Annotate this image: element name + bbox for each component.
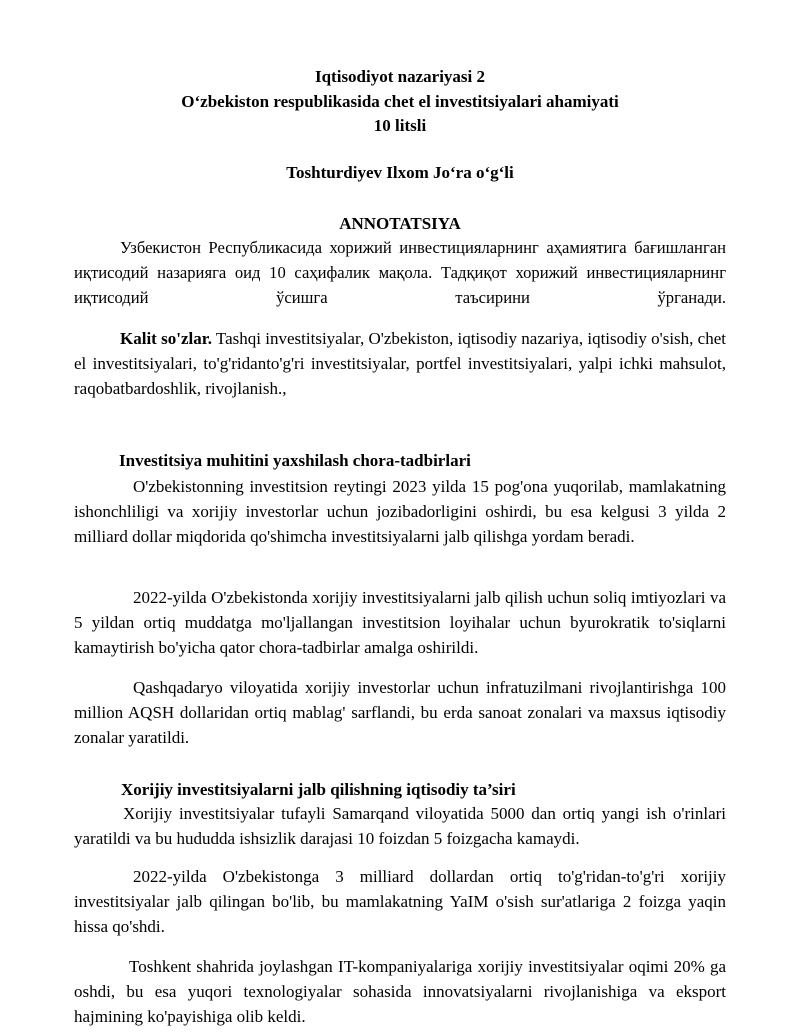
- keywords-text: Tashqi investitsiyalar, O'zbekiston, iqtisodiy nazariya, iqtisodiy o'sish, chet el investitsiyalari, to'g'ridanto'g'ri investitsiyalar, portfel investitsiyalari, yalpi ichki mahsulot, raqobatbardoshlik, rivojlanish.,: [74, 329, 726, 398]
- annotation-heading: ANNOTATSIYA: [339, 214, 461, 233]
- paragraph: 2022-yilda O'zbekistonda xorijiy investitsiyalarni jalb qilish uchun soliq imtiyozlari va 5 yildan ortiq muddatga mo'ljallangan investitsion loyihalar uchun byurokratik to'siqlarni kamaytirish bo'yicha qator chora-tadbirlar amalga oshirildi.: [74, 588, 726, 657]
- paragraph: Toshkent shahrida joylashgan IT-kompaniyalariga xorijiy investitsiyalar oqimi 20% ga oshdi, bu esa yuqori texnologiyalar sohasida innovatsiyalarni rivojlanishiga va eksport hajmining ko'payishiga olib keldi.: [74, 957, 726, 1026]
- section-heading-investment-climate: Investitsiya muhitini yaxshilash chora-tadbirlari: [119, 451, 471, 470]
- paragraph: Qashqadaryo viloyatida xorijiy investorlar uchun infratuzilmani rivojlantirishga 100 million AQSH dollaridan ortiq mablag' sarflandi, bu erda sanoat zonalari va maxsus iqtisodiy zonalar yaratildi.: [74, 678, 726, 747]
- author-name: Toshturdiyev Ilxom Jo‘ra o‘g‘li: [286, 163, 514, 182]
- paragraph: Xorijiy investitsiyalar tufayli Samarqand viloyatida 5000 dan ortiq yangi ish o'rinlari yaratildi va bu hududda ishsizlik darajasi 10 foizdan 5 foizgacha kamaydi.: [74, 804, 726, 848]
- page-count-line: 10 litsli: [373, 116, 427, 135]
- paragraph: O'zbekistonning investitsion reytingi 2023 yilda 15 pog'ona yuqorilab, mamlakatning ishonchliligi va xorijiy investorlar uchun jozibadorligini oshirdi, bu esa kelgusi 3 yilda 2 milliard dollar miqdorida qo'shimcha investitsiyalarni jalb qilishga yordam beradi.: [74, 477, 726, 546]
- subject-line: Iqtisodiyot nazariyasi 2: [314, 67, 486, 86]
- annotation-text: Узбекистон Республикасида хорижий инвестицияларнинг аҳамиятига бағишланган иқтисодий назарияга оид 10 саҳифалик мақола. Тадқиқот хорижий инвестицияларнинг иқтисодий ўсишга таъсирини ўрганади.: [74, 238, 726, 307]
- keywords-label: Kalit so'zlar.: [120, 329, 212, 348]
- paragraph: 2022-yilda O'zbekistonga 3 milliard dollardan ortiq to'g'ridan-to'g'ri xorijiy investitsiyalar jalb qilingan bo'lib, bu mamlakatning YaIM o'sish sur'atlariga 2 foizga yaqin hissa qo'shdi.: [74, 867, 726, 936]
- document-title: O‘zbekiston respublikasida chet el investitsiyalari ahamiyati: [181, 92, 619, 111]
- keywords-paragraph: [74, 326, 726, 401]
- section-heading-economic-impact: Xorijiy investitsiyalarni jalb qilishning iqtisodiy ta’siri: [121, 780, 516, 799]
